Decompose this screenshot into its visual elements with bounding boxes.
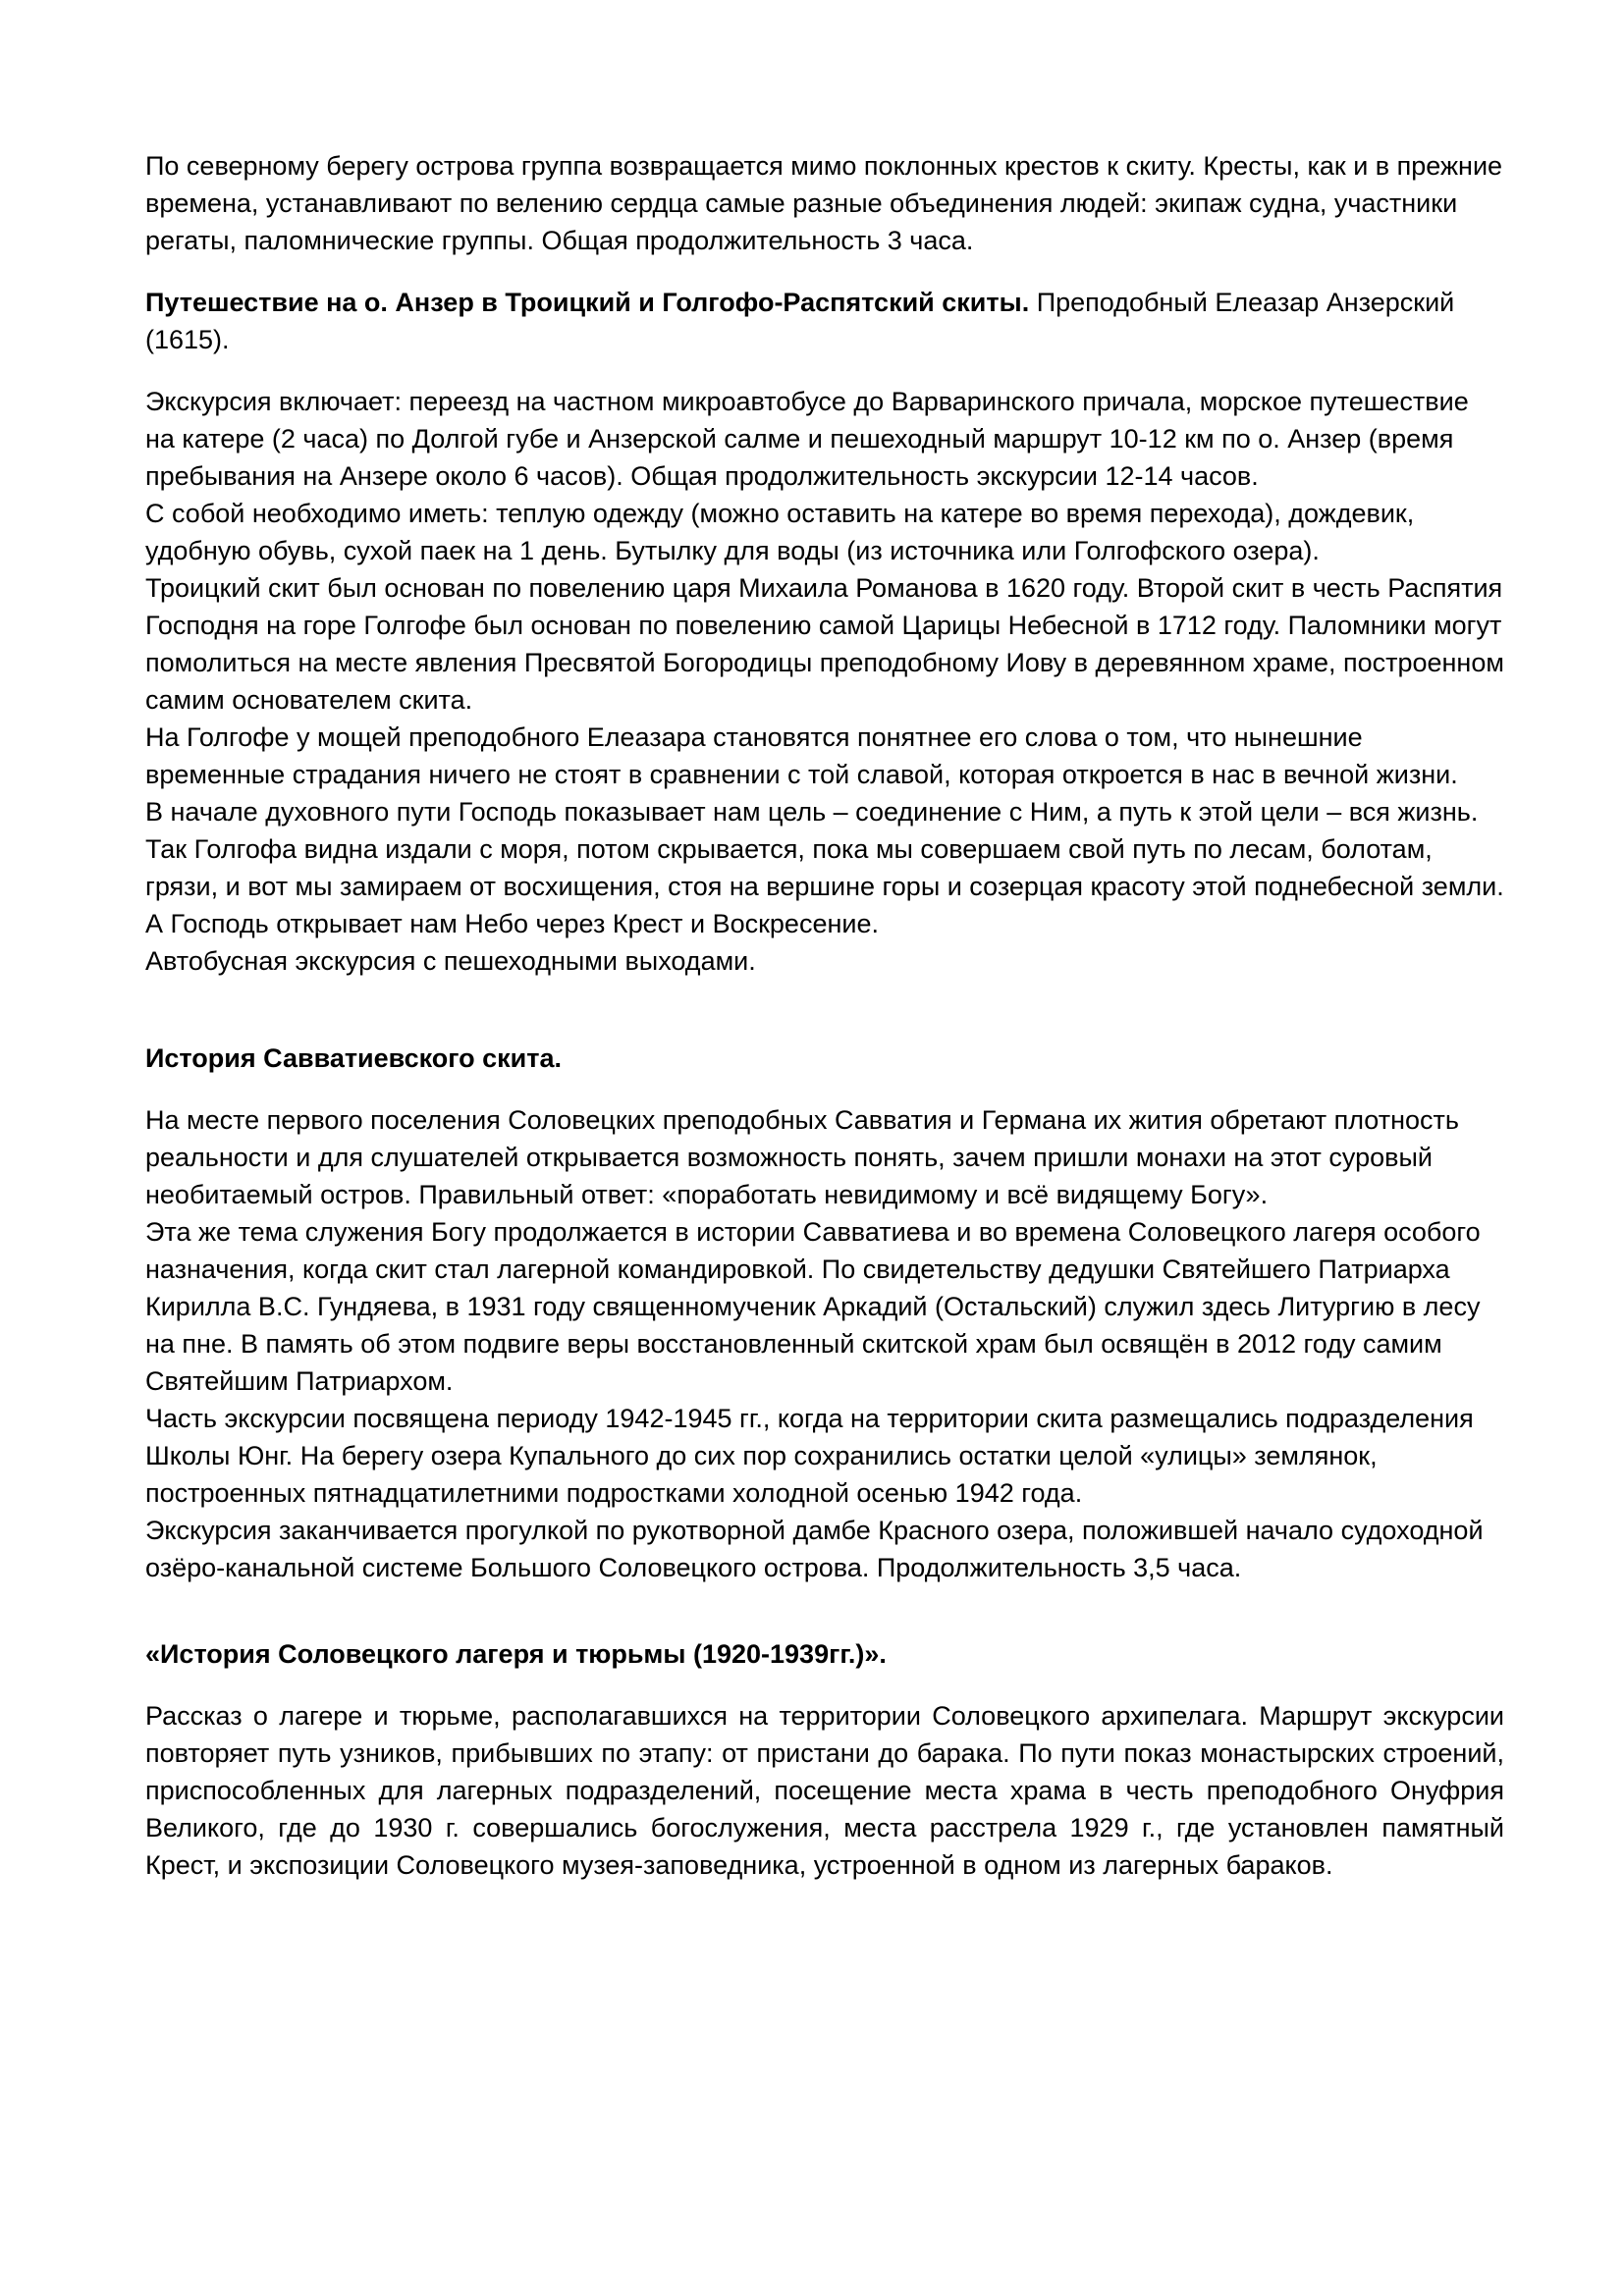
savvatievo-line-jung-school: Часть экскурсии посвящена периоду 1942-1945 гг., когда на территории скита размещались подразделения Школы Юнг. На берегу озера Купального до сих пор сохранились остатки целой «улицы» землянок, построенных пятнадцатилетними подростками холодной осенью 1942 года. xyxy=(145,1404,1474,1508)
paragraph-camp-description: Рассказ о лагере и тюрьме, располагавшихся на территории Соловецкого архипелага. Маршрут экскурсии повторяет путь узников, прибывших по этапу: от пристани до барака. По пути показ монастырских строений, приспособленных для лагерных подразделений, посещение места храма в честь преподобного Онуфрия Великого, где до 1930 г. совершались богослужения, места расстрела 1929 г., где установлен памятный Крест, и экспозиции Соловецкого музея-заповедника, устроенной в одном из лагерных бараков. xyxy=(145,1701,1504,1880)
paragraph-intro: По северному берегу острова группа возвращается мимо поклонных крестов к скиту. Кресты, как и в прежние времена, устанавливают по велению сердца самые разные объединения людей: экипаж судна, участники регаты, паломнические группы. Общая продолжительность 3 часа. xyxy=(145,151,1503,255)
anzer-line-history: Троицкий скит был основан по повелению царя Михаила Романова в 1620 году. Второй скит в честь Распятия Господня на горе Голгофе был основан по повелению самой Царицы Небесной в 1712 году. Паломники могут помолиться на месте явления Пресвятой Богородицы преподобному Иову в деревянном храме, построенном самим основателем скита. xyxy=(145,573,1504,715)
anzer-line-spiritual: В начале духовного пути Господь показывает нам цель – соединение с Ним, а путь к этой цели – вся жизнь. Так Голгофа видна издали с моря, потом скрывается, пока мы совершаем свой путь по лесам, болотам, грязи, и вот мы замираем от восхищения, стоя на вершине горы и созерцая красоту этой поднебесной земли. А Господь открывает нам Небо через Крест и Воскресение. xyxy=(145,797,1504,938)
anzer-line-golgotha: На Голгофе у мощей преподобного Елеазара становятся понятнее его слова о том, что нынешние временные страдания ничего не стоят в сравнении с той славой, которая откроется в нас в вечной жизни. xyxy=(145,722,1458,789)
heading-camp-history: «История Соловецкого лагеря и тюрьмы (1920-1939гг.)». xyxy=(145,1639,887,1669)
savvatievo-description-block xyxy=(145,1101,1504,1586)
paragraph-anzer-title xyxy=(145,284,1504,358)
anzer-title-regular-run: Преподобный Елеазар Анзерский (1615). xyxy=(145,288,1455,354)
savvatievo-line-camp-era: Эта же тема служения Богу продолжается в истории Савватиева и во времена Соловецкого лагеря особого назначения, когда скит стал лагерной командировкой. По свидетельству дедушки Святейшего Патриарха Кирилла В.С. Гундяева, в 1931 году священномученик Аркадий (Остальский) служил здесь Литургию в лесу на пне. В память об этом подвиге веры восстановленный скитской храм был освящён в 2012 году самим Святейшим Патриархом. xyxy=(145,1217,1481,1396)
anzer-line-equipment: С собой необходимо иметь: теплую одежду (можно оставить на катере во время перехода), дождевик, удобную обувь, сухой паек на 1 день. Бутылку для воды (из источника или Голгофского озера). xyxy=(145,499,1415,565)
savvatievo-line-dam-walk: Экскурсия заканчивается прогулкой по рукотворной дамбе Красного озера, положившей начало судоходной озёро-канальной системе Большого Соловецкого острова. Продолжительность 3,5 часа. xyxy=(145,1516,1484,1582)
savvatievo-line-settlement: На месте первого поселения Соловецких преподобных Савватия и Германа их жития обретают плотность реальности и для слушателей открывается возможность понять, зачем пришли монахи на этот суровый необитаемый остров. Правильный ответ: «поработать невидимому и всё видящему Богу». xyxy=(145,1105,1459,1209)
document-body xyxy=(145,147,1504,1884)
heading-savvatievo: История Савватиевского скита. xyxy=(145,1043,563,1073)
anzer-title-bold-run: Путешествие на о. Анзер в Троицкий и Голгофо-Распятский скиты. xyxy=(145,288,1030,317)
anzer-line-bus-note: Автобусная экскурсия с пешеходными выходами. xyxy=(145,946,756,976)
anzer-description-block xyxy=(145,383,1504,980)
anzer-line-itinerary: Экскурсия включает: переезд на частном микроавтобусе до Варваринского причала, морское путешествие на катере (2 часа) по Долгой губе и Анзерской салме и пешеходный маршрут 10-12 км по о. Анзер (время пребывания на Анзере около 6 часов). Общая продолжительность экскурсии 12-14 часов. xyxy=(145,387,1469,491)
